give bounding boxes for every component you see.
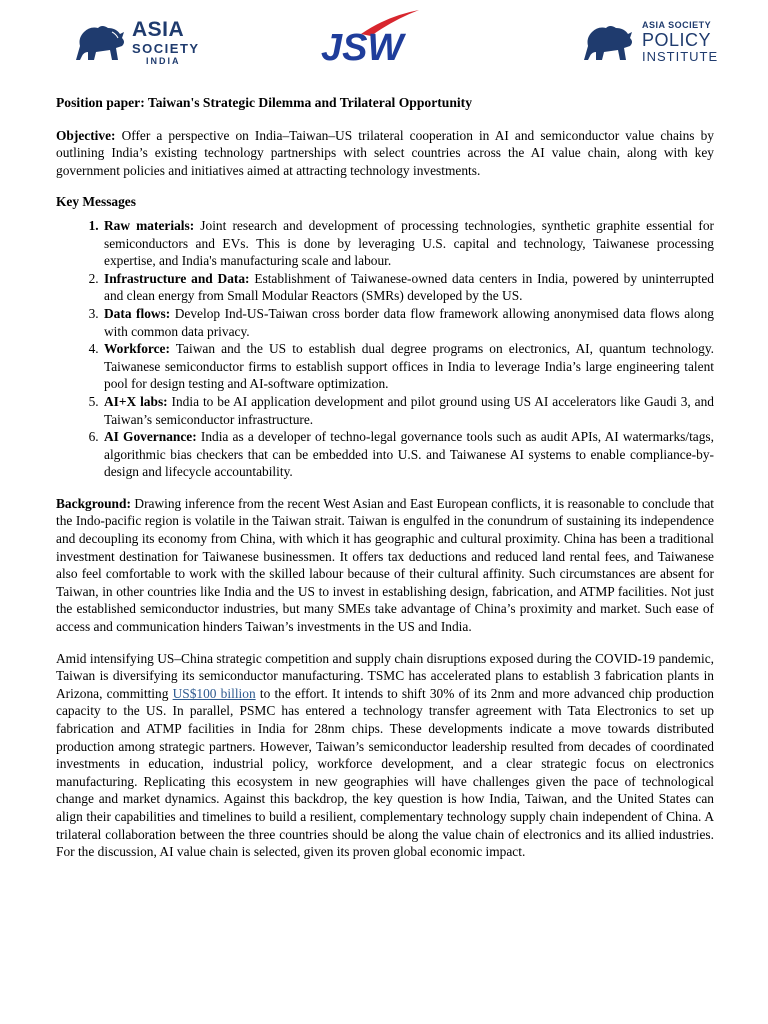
list-item xyxy=(102,270,714,305)
list-item xyxy=(102,305,714,340)
list-item xyxy=(102,428,714,481)
list-item xyxy=(102,340,714,393)
jsw-text: JSW xyxy=(321,27,404,66)
list-item-text: Joint research and development of processing technologies, synthetic graphite essential for semiconductors and EVs. This is done by leveraging U.S. capital and technology, Taiwanese processing expertise, and India's manufacturing scale and labour. xyxy=(104,217,715,269)
page-title: Position paper: Taiwan's Strategic Dilemma and Trilateral Opportunity xyxy=(56,95,473,110)
logo-line-1: ASIA xyxy=(132,17,185,41)
list-item-text: India as a developer of techno-legal governance tools such as audit APIs, AI watermarks/tags, algorithmic bias checkers that can be embedded into U.S. and Taiwanese AI systems to enable compliance-by-design and lifecycle accountability. xyxy=(104,429,714,480)
list-item-label: Raw materials: xyxy=(104,217,195,233)
key-messages-heading: Key Messages xyxy=(56,194,136,210)
objective-label: Objective: xyxy=(56,127,116,143)
paragraph-text: to the effort. It intends to shift 30% of its 2nm and more advanced chip production capacity to the US. In parallel, PSMC has entered a technology transfer agreement with Tata Electronics to set up fabrication and ATMP facilities in India for 28nm chips. These developments indicate a move towards distributed production among strategic partners. However, Taiwan’s semiconductor leadership resulted from decades of coordinated investments in education, industrial policy, workforce development, and a clear strategic focus on electronics manufacturing. Replicating this ecosystem in new geographies will have challenges given the pace of technological change and market dynamics. Against this backdrop, the key question is how India, Taiwan, and the United States can align their capabilities and timelines to build a resilient, complementary technology supply chain independent of China. A trilateral collaboration between the three countries should be along the value chain of electronics and its allied industries. For the discussion, AI value chain is selected, given its proven global economic impact. xyxy=(56,685,714,860)
list-item-text: Establishment of Taiwanese-owned data centers in India, powered by uninterrupted and clean energy from Small Modular Reactors (SMRs) developed by the US. xyxy=(104,270,714,304)
paragraph-text: Amid intensifying US–China strategic competition and supply chain disruptions exposed during the COVID-19 pandemic, Taiwan is diversifying its semiconductor manufacturing. TSMC has accelerated plans to establish 3 fabrication plants in Arizona, committing xyxy=(56,650,714,701)
lion-icon xyxy=(72,20,128,64)
list-item-label: AI+X labs: xyxy=(104,393,168,409)
lion-icon xyxy=(580,20,636,64)
list-item-label: Workforce: xyxy=(104,341,170,357)
supply-chain-paragraph xyxy=(56,650,714,861)
document-body xyxy=(56,94,714,875)
list-item xyxy=(102,393,714,428)
background-label: Background: xyxy=(56,495,131,511)
us100-billion-link[interactable]: US$100 billion xyxy=(172,685,256,701)
jsw-logo xyxy=(315,10,437,66)
list-item-text: India to be AI application development and pilot ground using US AI accelerators like Gaudi 3, and Taiwan’s semiconductor infrastructure. xyxy=(104,393,714,427)
list-item-label: Data flows: xyxy=(104,305,171,321)
asia-society-india-logo xyxy=(72,18,200,66)
logo-line-3: INDIA xyxy=(146,55,181,66)
list-item-text: Develop Ind-US-Taiwan cross border data flow framework allowing anonymised data flows along with common data privacy. xyxy=(104,305,714,339)
background-text: Drawing inference from the recent West Asian and East European conflicts, it is reasonable to conclude that the Indo-pacific region is volatile in the Taiwan strait. Taiwan is engulfed in the conundrum of sustaining its independence and decoupling its economy from China, with which it has geographic and cultural proximity. China has been a traditional investment destination for Taiwanese businessmen. It offers tax deductions and reduced land rental fees, and Taiwanese also feel comfortable to work with the skilled labour because of their cultural affinity. Such circumstances are absent for Taiwan, in other countries like India and the US to invest in establishing design, fabrication, and ATMP facilities. Not just the established semiconductor industries, but many SMEs take advantage of China’s proximity and market. Such ease of access and communication hinders Taiwan’s investments in the US and India. xyxy=(56,495,714,635)
list-item-label: Infrastructure and Data: xyxy=(104,270,250,286)
logo-line-3: INSTITUTE xyxy=(642,49,719,64)
list-item-label: AI Governance: xyxy=(104,429,197,445)
list-item xyxy=(102,217,714,270)
key-messages-list xyxy=(56,217,714,481)
background-paragraph xyxy=(56,495,714,636)
logo-line-2: POLICY xyxy=(642,30,712,50)
logo-line-2: SOCIETY xyxy=(132,40,200,56)
list-item-text: Taiwan and the US to establish dual degree programs on electronics, AI, quantum technology. Taiwanese semiconductor firms to establish support offices in India to leverage India’s large engineering talent pool for design testing and AI-software optimization. xyxy=(104,341,714,392)
jsw-swoosh-icon xyxy=(315,10,437,66)
asia-society-policy-institute-logo xyxy=(580,18,718,66)
objective-paragraph xyxy=(56,127,714,180)
objective-text: Offer a perspective on India–Taiwan–US trilateral cooperation in AI and semiconductor value chains by outlining India’s existing technology partnerships with select countries across the AI value chain, along with key government policies and initiatives aimed at attracting technology investments. xyxy=(56,127,714,178)
logo-line-1: ASIA SOCIETY xyxy=(642,20,712,30)
